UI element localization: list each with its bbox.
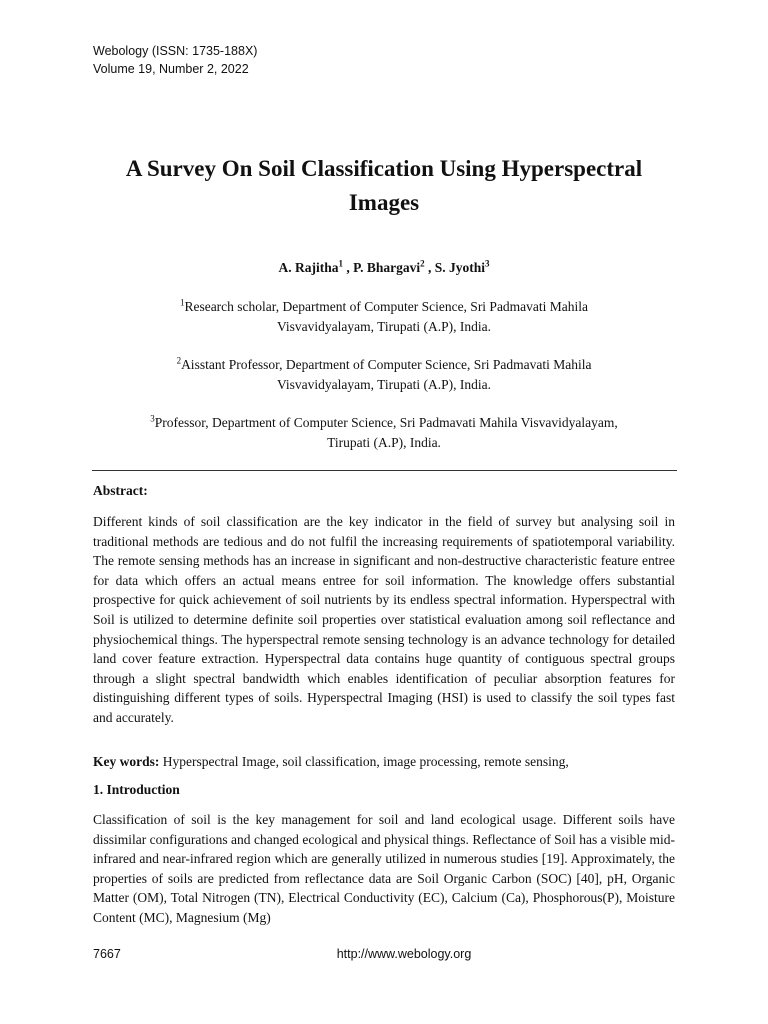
title-line-2: Images bbox=[348, 190, 420, 215]
keywords-text: Hyperspectral Image, soil classification, image processing, remote sensing, bbox=[159, 754, 569, 769]
journal-url: http://www.webology.org bbox=[336, 947, 472, 961]
author-sup: 1 bbox=[338, 258, 343, 269]
affiliation-line: Professor, Department of Computer Science, Sri Padmavati Mahila Visvavidyalayam, bbox=[154, 415, 618, 430]
journal-volume: Volume 19, Number 2, 2022 bbox=[93, 62, 249, 76]
author-name: S. Jyothi bbox=[434, 260, 486, 275]
author-sup: 3 bbox=[485, 258, 490, 269]
affiliation-line: Visvavidyalayam, Tirupati (A.P), India. bbox=[276, 377, 492, 392]
affiliation-line: Tirupati (A.P), India. bbox=[327, 435, 441, 450]
section-divider bbox=[92, 470, 677, 471]
affiliation-sup: 1 bbox=[179, 297, 185, 308]
keywords bbox=[93, 752, 675, 772]
paper-title bbox=[80, 152, 688, 220]
affiliation-1 bbox=[90, 297, 678, 337]
title-line-1: A Survey On Soil Classification Using Hyperspectral bbox=[125, 156, 643, 181]
affiliation-sup: 2 bbox=[176, 355, 182, 366]
page-number: 7667 bbox=[93, 947, 121, 961]
journal-issn: Webology (ISSN: 1735-188X) bbox=[93, 44, 258, 58]
introduction-text: Classification of soil is the key management for soil and land ecological usage. Different soils have dissimilar configurations and changed ecological and physical things. Reflectance of Soil has a visible mid-infrared and near-infrared region which are generally utilized in numerous studies [19]. Approximately, the properties of soils are predicted from reflectance data are Soil Organic Carbon (SOC) [40], pH, Organic Matter (OM), Total Nitrogen (TN), Electrical Conductivity (EC), Calcium (Ca), Phosphorous(P), Moisture Content (MC), Magnesium (Mg) bbox=[93, 812, 675, 925]
introduction-heading: 1. Introduction bbox=[93, 782, 180, 797]
abstract-text: Different kinds of soil classification are the key indicator in the field of survey but analysing soil in traditional methods are tedious and do not fulfil the increasing requirements of spatiotemporal variability. The remote sensing methods has an increase in significant and non-destructive characteristic feature entree for data which offers an actual means entree for soil information. The knowledge offers substantial prospective for quick achievement of soil nutrients by its endless spectral information. Hyperspectral with Soil is utilized to determine definite soil properties over statistical evaluation among soil reflectance and physiochemical things. The hyperspectral remote sensing technology is an advance technology for detailed land cover feature extraction. Hyperspectral data contains huge quantity of contiguous spectral groups through a slight spectral bandwidth which enables identification of peculiar absorption features for distinguishing different types of soils. Hyperspectral Imaging (HSI) is used to classify the soil types fast and accurately. bbox=[93, 514, 675, 725]
affiliation-line: Research scholar, Department of Computer Science, Sri Padmavati Mahila bbox=[184, 299, 589, 314]
author-list: A. Rajitha$^1$ , P. Bhargavi$^2$ , S. Jyothi$^3$ bbox=[278, 258, 490, 275]
affiliation-2 bbox=[90, 355, 678, 395]
keywords-label: Key words: bbox=[93, 754, 160, 769]
affiliation-sup: 3 bbox=[150, 413, 155, 424]
author-name: P. Bhargavi bbox=[353, 260, 421, 275]
abstract-heading: Abstract: bbox=[93, 483, 148, 498]
affiliation-3 bbox=[90, 413, 678, 453]
journal-header bbox=[93, 42, 257, 78]
affiliation-line: Visvavidyalayam, Tirupati (A.P), India. bbox=[276, 319, 492, 334]
affiliation-line: Aisstant Professor, Department of Computer Science, Sri Padmavati Mahila bbox=[181, 357, 592, 372]
author-sup: 2 bbox=[420, 258, 425, 269]
author-name: A. Rajitha bbox=[278, 260, 339, 275]
